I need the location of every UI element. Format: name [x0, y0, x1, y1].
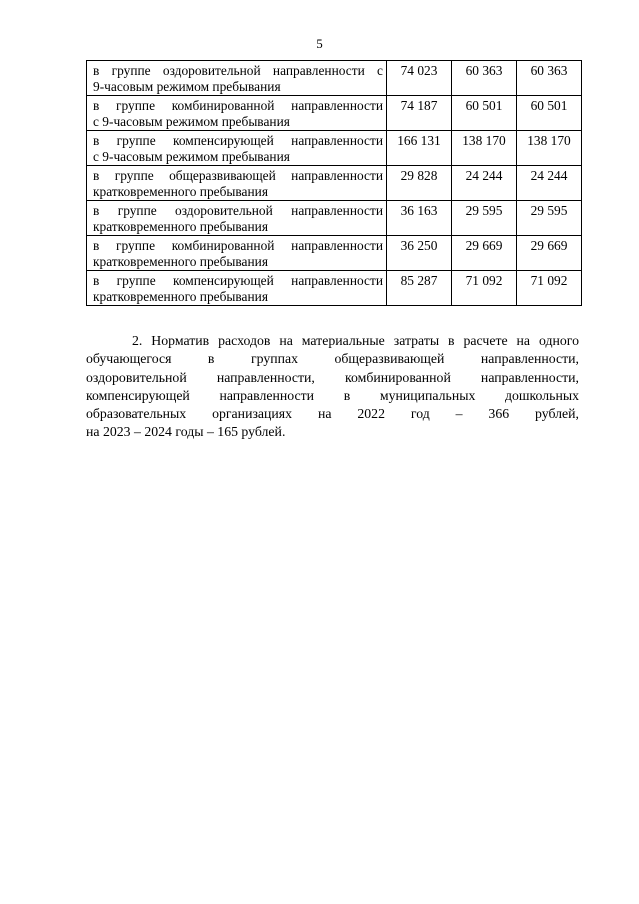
value-2023: 71 092: [452, 271, 517, 306]
row-label-line: в группе компенсирующей направленности: [93, 133, 383, 148]
table-row: [87, 96, 582, 131]
row-label-line: в группе комбинированной направленности: [93, 98, 383, 113]
row-label-line: в группе общеразвивающей направленности: [93, 168, 383, 183]
row-label: [87, 166, 387, 201]
table-row: [87, 61, 582, 96]
value-2024: 60 501: [517, 96, 582, 131]
value-2022: 36 250: [387, 236, 452, 271]
value-2024: 60 363: [517, 61, 582, 96]
table-row: [87, 271, 582, 306]
paragraph-line: компенсирующей направленности в муниципальных дошкольных: [86, 387, 579, 403]
row-label-line: в группе оздоровительной направленности: [93, 203, 383, 218]
table-row: [87, 131, 582, 166]
norms-table: [86, 60, 582, 306]
row-label-line: с 9-часовым режимом пребывания: [93, 114, 290, 129]
value-2023: 60 363: [452, 61, 517, 96]
row-label-line: с 9-часовым режимом пребывания: [93, 149, 290, 164]
paragraph-line: на 2023 – 2024 годы – 165 рублей.: [86, 424, 286, 440]
row-label-line: кратковременного пребывания: [93, 254, 268, 269]
value-2023: 29 595: [452, 201, 517, 236]
row-label-line: кратковременного пребывания: [93, 219, 268, 234]
value-2023: 24 244: [452, 166, 517, 201]
value-2022: 74 023: [387, 61, 452, 96]
table-row: [87, 166, 582, 201]
row-label-line: кратковременного пребывания: [93, 289, 268, 304]
paragraph-line: оздоровительной направленности, комбинированной направленности,: [86, 369, 579, 385]
paragraph-line: образовательных организациях на 2022 год – 366 рублей,: [86, 406, 579, 422]
row-label-line: в группе оздоровительной направленности с: [93, 63, 383, 78]
value-2024: 29 669: [517, 236, 582, 271]
value-2024: 24 244: [517, 166, 582, 201]
row-label-line: в группе комбинированной направленности: [93, 238, 383, 253]
row-label-line: кратковременного пребывания: [93, 184, 268, 199]
row-label: [87, 271, 387, 306]
value-2024: 29 595: [517, 201, 582, 236]
value-2022: 29 828: [387, 166, 452, 201]
value-2023: 29 669: [452, 236, 517, 271]
table-row: [87, 201, 582, 236]
row-label-line: 9-часовым режимом пребывания: [93, 79, 281, 94]
value-2023: 138 170: [452, 131, 517, 166]
value-2023: 60 501: [452, 96, 517, 131]
table-row: [87, 236, 582, 271]
value-2022: 36 163: [387, 201, 452, 236]
paragraph-line: обучающегося в группах общеразвивающей направленности,: [86, 351, 579, 367]
row-label: [87, 61, 387, 96]
value-2022: 74 187: [387, 96, 452, 131]
materials-norm-paragraph: [86, 332, 579, 442]
row-label: [87, 201, 387, 236]
row-label: [87, 236, 387, 271]
row-label: [87, 96, 387, 131]
page-number: 5: [316, 36, 323, 51]
value-2022: 166 131: [387, 131, 452, 166]
row-label: [87, 131, 387, 166]
row-label-line: в группе компенсирующей направленности: [93, 273, 383, 288]
value-2024: 71 092: [517, 271, 582, 306]
value-2024: 138 170: [517, 131, 582, 166]
paragraph-line: 2. Норматив расходов на материальные затраты в расчете на одного: [132, 333, 579, 348]
value-2022: 85 287: [387, 271, 452, 306]
